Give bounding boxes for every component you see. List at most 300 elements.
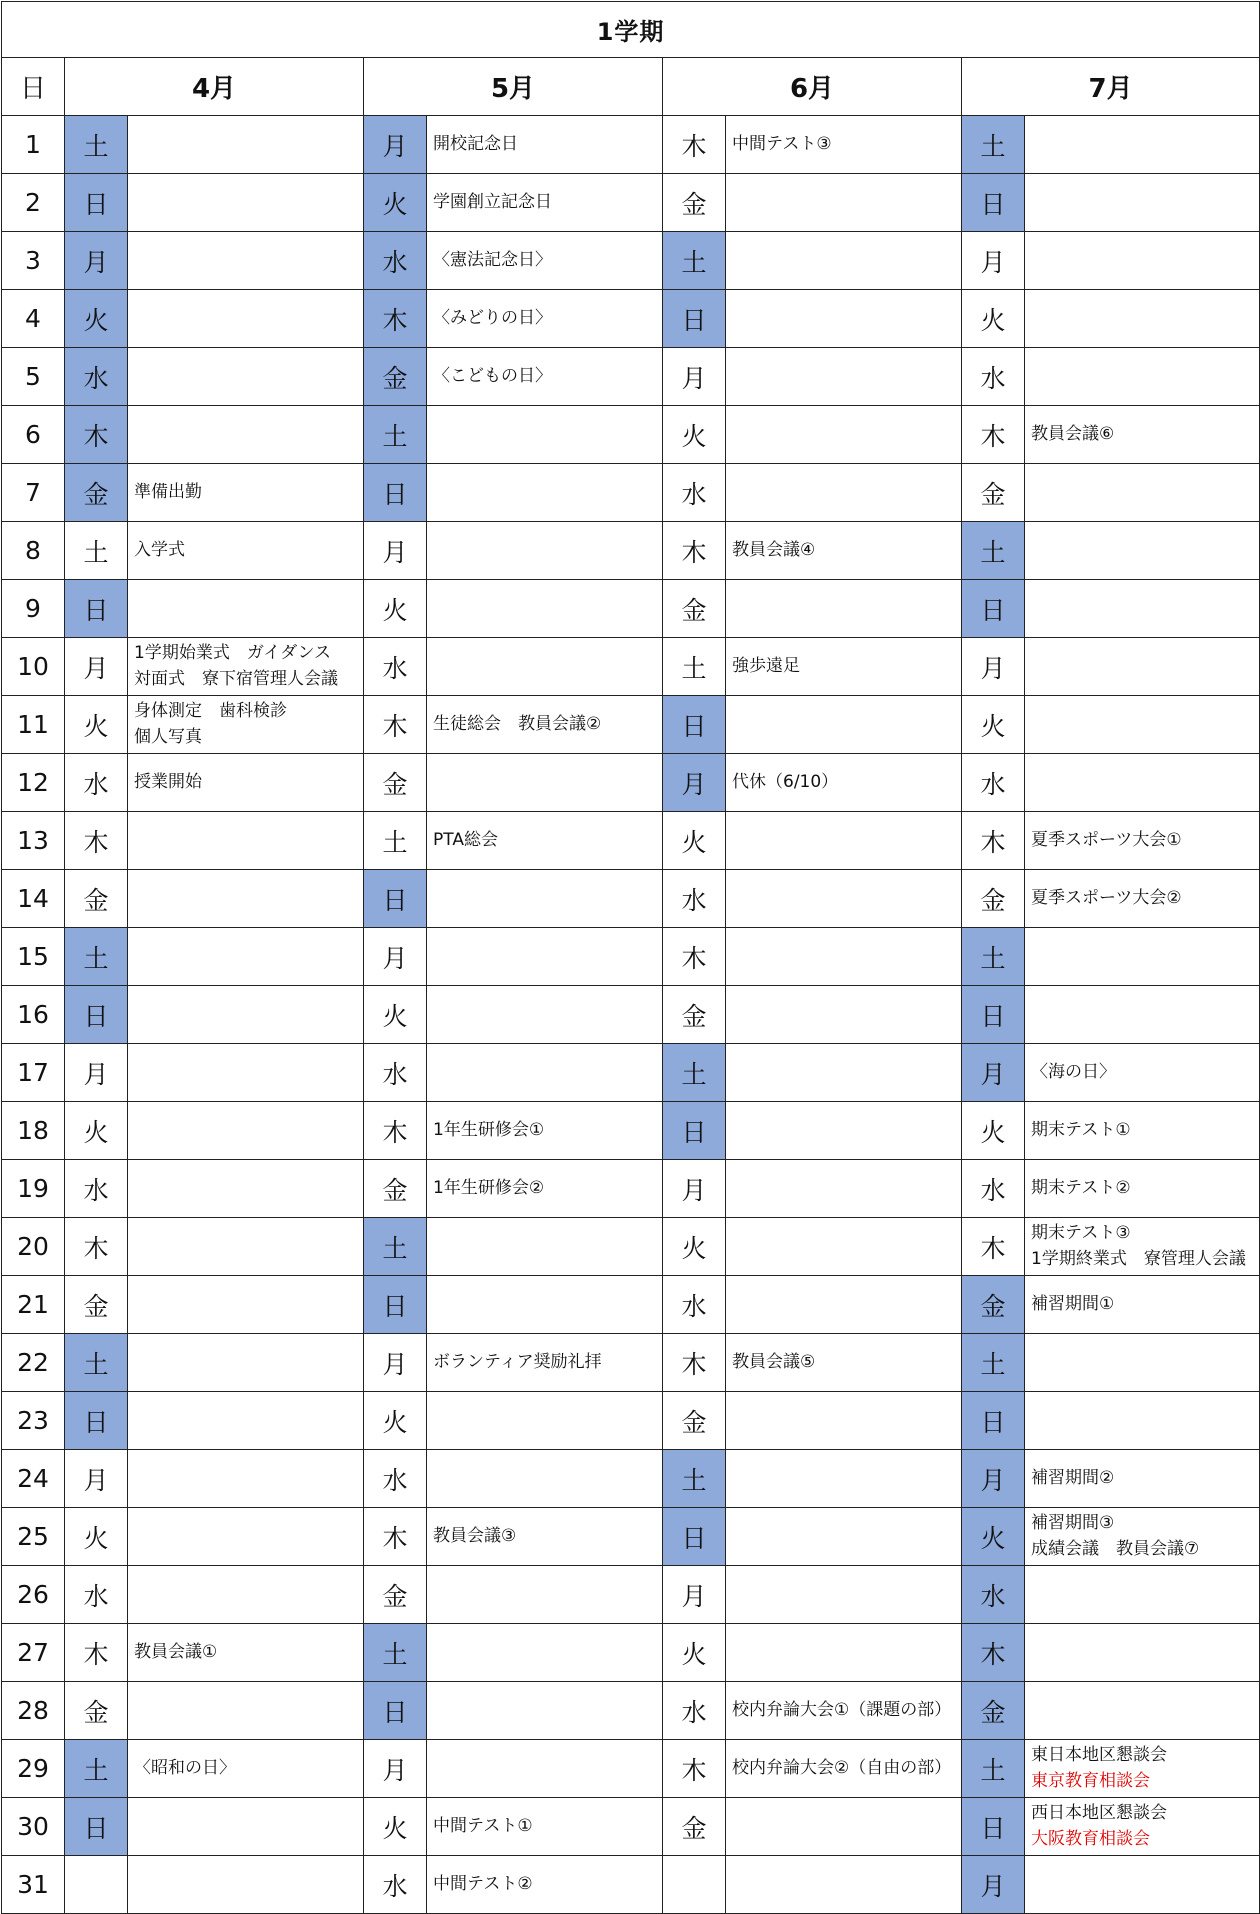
event-cell — [427, 986, 663, 1044]
day-row — [2, 1160, 1260, 1218]
event-cell — [726, 754, 962, 812]
event-cell — [427, 116, 663, 174]
weekday-cell: 月 — [364, 1740, 427, 1798]
event-cell — [128, 1392, 364, 1450]
event-cell — [128, 986, 364, 1044]
weekday-cell: 月 — [364, 522, 427, 580]
month-header: 7月 — [962, 58, 1260, 116]
event-cell — [427, 464, 663, 522]
event-cell — [1025, 1450, 1260, 1508]
event-cell — [427, 1044, 663, 1102]
day-number: 25 — [2, 1508, 65, 1566]
month-header: 6月 — [663, 58, 962, 116]
weekday-cell: 月 — [65, 232, 128, 290]
day-number: 22 — [2, 1334, 65, 1392]
weekday-cell: 金 — [364, 754, 427, 812]
day-number: 29 — [2, 1740, 65, 1798]
event-cell — [1025, 870, 1260, 928]
event-cell — [1025, 1276, 1260, 1334]
weekday-cell: 木 — [65, 406, 128, 464]
weekday-cell: 火 — [663, 812, 726, 870]
event-cell — [1025, 1102, 1260, 1160]
weekday-cell: 金 — [663, 580, 726, 638]
weekday-cell: 水 — [364, 638, 427, 696]
weekday-cell: 火 — [663, 1624, 726, 1682]
weekday-cell: 水 — [364, 1856, 427, 1914]
day-row — [2, 1566, 1260, 1624]
weekday-cell: 日 — [364, 1682, 427, 1740]
event-cell — [726, 1856, 962, 1914]
event-text: 1年生研修会① — [433, 1119, 545, 1140]
weekday-cell: 土 — [65, 116, 128, 174]
event-cell — [128, 1334, 364, 1392]
weekday-cell: 土 — [364, 812, 427, 870]
event-cell — [128, 1276, 364, 1334]
weekday-cell: 月 — [962, 1044, 1025, 1102]
day-row — [2, 1102, 1260, 1160]
day-row — [2, 812, 1260, 870]
weekday-cell: 金 — [962, 464, 1025, 522]
weekday-cell: 火 — [663, 406, 726, 464]
event-text: 教員会議⑥ — [1031, 423, 1115, 444]
event-text: 代休（6/10） — [732, 771, 839, 792]
day-number: 4 — [2, 290, 65, 348]
event-cell — [128, 580, 364, 638]
event-cell — [427, 1392, 663, 1450]
event-text: 大阪教育相談会 — [1031, 1828, 1150, 1849]
weekday-cell: 木 — [663, 1740, 726, 1798]
day-row — [2, 1740, 1260, 1798]
day-number: 17 — [2, 1044, 65, 1102]
event-cell — [726, 812, 962, 870]
event-cell — [128, 1798, 364, 1856]
weekday-cell: 月 — [663, 754, 726, 812]
weekday-cell: 金 — [65, 870, 128, 928]
weekday-cell: 土 — [65, 928, 128, 986]
event-cell — [726, 1740, 962, 1798]
event-text: 期末テスト③ — [1031, 1223, 1131, 1243]
weekday-cell: 水 — [663, 1682, 726, 1740]
weekday-cell: 金 — [364, 1160, 427, 1218]
event-cell — [726, 232, 962, 290]
weekday-cell: 月 — [962, 638, 1025, 696]
event-cell — [128, 1682, 364, 1740]
event-cell — [726, 406, 962, 464]
weekday-cell: 木 — [962, 812, 1025, 870]
event-cell — [726, 1218, 962, 1276]
weekday-cell: 月 — [65, 638, 128, 696]
event-text: 東日本地区懇談会 — [1031, 1745, 1167, 1765]
day-row — [2, 1276, 1260, 1334]
event-cell — [726, 1392, 962, 1450]
day-number: 8 — [2, 522, 65, 580]
weekday-cell: 月 — [962, 1856, 1025, 1914]
weekday-cell: 日 — [65, 580, 128, 638]
event-text: 教員会議⑤ — [732, 1351, 816, 1372]
event-cell — [1025, 1044, 1260, 1102]
weekday-cell: 火 — [364, 580, 427, 638]
weekday-cell: 月 — [663, 348, 726, 406]
event-cell — [1025, 754, 1260, 812]
event-cell — [726, 1566, 962, 1624]
event-text: 1学期始業式 ガイダンス — [134, 643, 331, 663]
weekday-cell: 水 — [962, 1160, 1025, 1218]
day-row — [2, 348, 1260, 406]
event-cell — [1025, 928, 1260, 986]
event-cell — [726, 464, 962, 522]
event-text: 〈こどもの日〉 — [433, 365, 552, 386]
event-cell — [1025, 812, 1260, 870]
weekday-cell: 水 — [364, 1044, 427, 1102]
day-row — [2, 1682, 1260, 1740]
event-text: 期末テスト② — [1031, 1177, 1131, 1198]
weekday-cell: 日 — [663, 1102, 726, 1160]
event-cell — [128, 1044, 364, 1102]
event-cell — [128, 812, 364, 870]
event-text: ボランティア奨励礼拝 — [433, 1351, 602, 1372]
weekday-cell: 日 — [364, 1276, 427, 1334]
event-text: 補習期間③ — [1031, 1513, 1115, 1533]
weekday-cell: 水 — [364, 1450, 427, 1508]
weekday-cell: 土 — [663, 638, 726, 696]
weekday-cell: 土 — [364, 406, 427, 464]
day-row — [2, 174, 1260, 232]
event-text: 補習期間① — [1031, 1293, 1115, 1314]
event-text: 期末テスト① — [1031, 1119, 1131, 1140]
weekday-cell: 土 — [962, 1334, 1025, 1392]
weekday-cell: 月 — [962, 232, 1025, 290]
weekday-cell: 木 — [663, 116, 726, 174]
weekday-cell: 木 — [65, 1218, 128, 1276]
event-text: 身体測定 歯科検診 — [134, 701, 287, 721]
event-cell — [427, 1102, 663, 1160]
event-cell — [427, 1218, 663, 1276]
weekday-cell: 木 — [663, 1334, 726, 1392]
event-text: 〈みどりの日〉 — [433, 307, 552, 328]
event-cell — [427, 638, 663, 696]
event-cell — [427, 1276, 663, 1334]
event-cell — [1025, 1508, 1260, 1566]
event-cell — [128, 116, 364, 174]
weekday-cell: 金 — [65, 1276, 128, 1334]
event-cell — [128, 290, 364, 348]
day-row — [2, 1334, 1260, 1392]
event-cell — [1025, 232, 1260, 290]
weekday-cell: 金 — [65, 464, 128, 522]
weekday-cell: 日 — [962, 580, 1025, 638]
event-cell — [427, 580, 663, 638]
day-row — [2, 464, 1260, 522]
event-cell — [128, 1160, 364, 1218]
weekday-cell: 土 — [663, 232, 726, 290]
event-cell — [1025, 1566, 1260, 1624]
event-cell — [726, 1624, 962, 1682]
weekday-cell: 火 — [65, 290, 128, 348]
weekday-cell: 日 — [962, 1392, 1025, 1450]
event-cell — [726, 928, 962, 986]
day-row — [2, 638, 1260, 696]
weekday-cell: 土 — [962, 116, 1025, 174]
event-cell — [726, 290, 962, 348]
day-row — [2, 1044, 1260, 1102]
weekday-cell: 土 — [962, 928, 1025, 986]
event-cell — [427, 1334, 663, 1392]
weekday-cell: 木 — [962, 1218, 1025, 1276]
weekday-cell: 金 — [962, 1682, 1025, 1740]
day-number: 24 — [2, 1450, 65, 1508]
weekday-cell: 火 — [364, 174, 427, 232]
event-cell — [128, 348, 364, 406]
weekday-cell: 日 — [663, 1508, 726, 1566]
weekday-cell: 火 — [962, 696, 1025, 754]
weekday-cell: 木 — [663, 928, 726, 986]
weekday-cell: 土 — [364, 1624, 427, 1682]
day-number: 3 — [2, 232, 65, 290]
weekday-cell: 火 — [663, 1218, 726, 1276]
event-cell — [1025, 986, 1260, 1044]
day-row — [2, 1624, 1260, 1682]
event-cell — [427, 1798, 663, 1856]
event-text: PTA総会 — [433, 829, 498, 850]
event-text: 補習期間② — [1031, 1467, 1115, 1488]
day-number: 1 — [2, 116, 65, 174]
day-row — [2, 290, 1260, 348]
event-text: 強歩遠足 — [732, 655, 800, 676]
day-number: 9 — [2, 580, 65, 638]
weekday-cell: 火 — [962, 1508, 1025, 1566]
event-text: 生徒総会 教員会議② — [433, 713, 602, 734]
event-cell — [427, 928, 663, 986]
weekday-cell: 水 — [65, 754, 128, 812]
weekday-cell: 日 — [962, 1798, 1025, 1856]
weekday-cell: 火 — [364, 1392, 427, 1450]
term-calendar-table — [1, 1, 1260, 1914]
event-cell — [427, 1740, 663, 1798]
event-cell — [726, 986, 962, 1044]
weekday-cell — [65, 1856, 128, 1914]
event-cell — [427, 1856, 663, 1914]
event-cell — [1025, 1218, 1260, 1276]
day-row — [2, 986, 1260, 1044]
event-cell — [1025, 464, 1260, 522]
weekday-cell: 月 — [663, 1160, 726, 1218]
event-cell — [1025, 1682, 1260, 1740]
weekday-cell: 月 — [962, 1450, 1025, 1508]
event-cell — [1025, 1160, 1260, 1218]
day-number: 19 — [2, 1160, 65, 1218]
event-cell — [726, 870, 962, 928]
event-cell — [1025, 638, 1260, 696]
event-cell — [726, 1334, 962, 1392]
event-cell — [726, 1682, 962, 1740]
weekday-cell: 土 — [663, 1044, 726, 1102]
event-cell — [128, 754, 364, 812]
event-cell — [726, 522, 962, 580]
weekday-cell: 月 — [364, 1334, 427, 1392]
weekday-cell: 土 — [663, 1450, 726, 1508]
event-cell — [726, 580, 962, 638]
event-cell — [128, 1566, 364, 1624]
weekday-cell: 木 — [962, 406, 1025, 464]
weekday-cell: 火 — [65, 1508, 128, 1566]
weekday-cell: 水 — [962, 754, 1025, 812]
event-cell — [427, 522, 663, 580]
day-number: 13 — [2, 812, 65, 870]
event-cell — [1025, 348, 1260, 406]
weekday-cell: 日 — [364, 870, 427, 928]
event-cell — [1025, 1624, 1260, 1682]
weekday-cell: 木 — [65, 812, 128, 870]
event-cell — [726, 1450, 962, 1508]
weekday-cell: 木 — [663, 522, 726, 580]
event-cell — [427, 1566, 663, 1624]
event-cell — [427, 812, 663, 870]
event-cell — [128, 638, 364, 696]
weekday-cell: 金 — [663, 1392, 726, 1450]
event-cell — [1025, 1740, 1260, 1798]
weekday-cell: 土 — [65, 1740, 128, 1798]
event-cell — [726, 1160, 962, 1218]
day-row — [2, 522, 1260, 580]
event-cell — [1025, 290, 1260, 348]
day-row — [2, 406, 1260, 464]
weekday-cell: 水 — [65, 1160, 128, 1218]
day-number: 6 — [2, 406, 65, 464]
month-header: 4月 — [65, 58, 364, 116]
day-number: 30 — [2, 1798, 65, 1856]
event-text: 教員会議③ — [433, 1525, 517, 1546]
day-number: 10 — [2, 638, 65, 696]
event-cell — [1025, 696, 1260, 754]
event-text: 1年生研修会② — [433, 1177, 545, 1198]
event-cell — [427, 1450, 663, 1508]
weekday-cell — [663, 1856, 726, 1914]
event-text: 中間テスト① — [433, 1815, 533, 1836]
event-text: 入学式 — [134, 539, 185, 560]
event-cell — [128, 1102, 364, 1160]
weekday-cell: 土 — [65, 1334, 128, 1392]
event-cell — [726, 348, 962, 406]
event-cell — [1025, 1334, 1260, 1392]
event-cell — [427, 232, 663, 290]
event-text: 夏季スポーツ大会② — [1031, 887, 1182, 908]
weekday-cell: 土 — [364, 1218, 427, 1276]
day-number: 16 — [2, 986, 65, 1044]
weekday-cell: 日 — [65, 174, 128, 232]
event-text: 〈昭和の日〉 — [134, 1757, 236, 1778]
weekday-cell: 日 — [962, 174, 1025, 232]
weekday-cell: 月 — [364, 928, 427, 986]
event-cell — [128, 928, 364, 986]
weekday-cell: 金 — [65, 1682, 128, 1740]
day-number: 21 — [2, 1276, 65, 1334]
day-number: 31 — [2, 1856, 65, 1914]
event-text: 校内弁論大会①（課題の部） — [732, 1699, 952, 1720]
weekday-cell: 火 — [962, 290, 1025, 348]
day-row — [2, 580, 1260, 638]
event-cell — [1025, 1392, 1260, 1450]
event-cell — [128, 1740, 364, 1798]
day-row — [2, 1856, 1260, 1914]
event-cell — [427, 290, 663, 348]
weekday-cell: 水 — [65, 1566, 128, 1624]
weekday-cell: 日 — [65, 986, 128, 1044]
day-number: 18 — [2, 1102, 65, 1160]
event-cell — [427, 174, 663, 232]
weekday-cell: 木 — [364, 1508, 427, 1566]
weekday-cell: 火 — [364, 986, 427, 1044]
event-cell — [726, 1276, 962, 1334]
event-cell — [427, 696, 663, 754]
event-cell — [128, 1218, 364, 1276]
day-number: 11 — [2, 696, 65, 754]
event-text: 対面式 寮下宿管理人会議 — [134, 668, 338, 689]
day-row — [2, 928, 1260, 986]
event-text: 個人写真 — [134, 726, 202, 747]
event-cell — [427, 1160, 663, 1218]
weekday-cell: 火 — [364, 1798, 427, 1856]
event-text: 校内弁論大会②（自由の部） — [732, 1757, 952, 1778]
day-number: 23 — [2, 1392, 65, 1450]
weekday-cell: 木 — [364, 1102, 427, 1160]
weekday-cell: 日 — [65, 1798, 128, 1856]
day-number: 12 — [2, 754, 65, 812]
event-cell — [128, 406, 364, 464]
weekday-cell: 月 — [663, 1566, 726, 1624]
day-row — [2, 1218, 1260, 1276]
day-row — [2, 1798, 1260, 1856]
event-cell — [128, 696, 364, 754]
weekday-cell: 木 — [962, 1624, 1025, 1682]
day-number: 2 — [2, 174, 65, 232]
event-cell — [726, 1798, 962, 1856]
weekday-cell: 水 — [364, 232, 427, 290]
event-cell — [726, 116, 962, 174]
event-cell — [128, 870, 364, 928]
weekday-cell: 火 — [65, 1102, 128, 1160]
event-cell — [128, 232, 364, 290]
event-text: 教員会議④ — [732, 539, 816, 560]
weekday-cell: 水 — [663, 870, 726, 928]
day-number: 26 — [2, 1566, 65, 1624]
event-cell — [726, 1102, 962, 1160]
event-text: 1学期終業式 寮管理人会議 — [1031, 1248, 1246, 1269]
event-cell — [128, 1450, 364, 1508]
event-cell — [427, 1508, 663, 1566]
weekday-cell: 日 — [663, 290, 726, 348]
weekday-cell: 月 — [65, 1044, 128, 1102]
weekday-cell: 火 — [65, 696, 128, 754]
day-row — [2, 696, 1260, 754]
weekday-cell: 土 — [962, 522, 1025, 580]
event-cell — [128, 464, 364, 522]
event-text: 授業開始 — [134, 771, 202, 792]
event-cell — [1025, 174, 1260, 232]
day-number: 5 — [2, 348, 65, 406]
weekday-cell: 水 — [663, 464, 726, 522]
event-cell — [726, 638, 962, 696]
weekday-cell: 土 — [962, 1740, 1025, 1798]
event-cell — [128, 522, 364, 580]
weekday-cell: 金 — [663, 174, 726, 232]
event-cell — [1025, 1856, 1260, 1914]
month-header: 5月 — [364, 58, 663, 116]
event-text: 中間テスト③ — [732, 133, 832, 154]
day-row — [2, 116, 1260, 174]
event-cell — [726, 1508, 962, 1566]
event-text: 中間テスト② — [433, 1873, 533, 1894]
event-text: 〈憲法記念日〉 — [433, 249, 552, 270]
